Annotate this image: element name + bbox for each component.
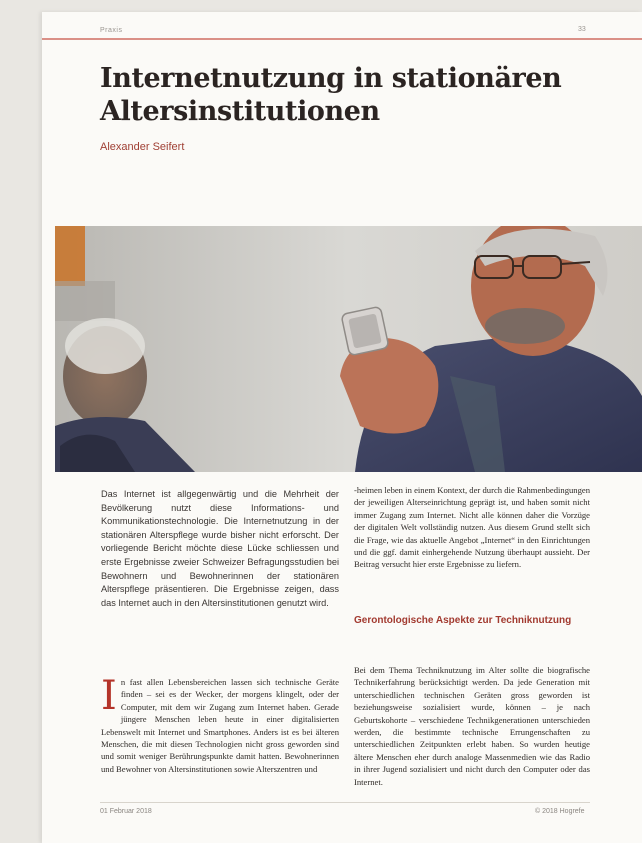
drop-cap: I (101, 673, 117, 719)
article-lead: Das Internet ist allgegenwärtig und die Mehrheit der Bevölkerung nutzt diese Informations- und Kommunikationstechnologie. Die Internetnutzung in der stationären Alterspflege wurde bisher nicht erforscht. Der vorliegende Bericht möchte diese Lücke schliessen und erste Ergebnisse zweier Schweizer Befragungsstudien bei Bewohnern und Bewohnerinnen der stationären Alterspflege präsentieren. Die Ergebnisse zeigen, dass das Internet auch in den Altersinstitutionen genutzt wird. (101, 489, 339, 608)
footer-issue: 01 Februar 2018 (100, 808, 152, 815)
body-paragraph-technik: Bei dem Thema Techniknutzung im Alter sollte die biografische Technikerfahrung berücksichtigt werden. Da jede Generation mit unterschiedlichen technischen Geräten gross geworden ist beziehungsweise sozialisiert wurde, können – je nach Geburtskohorte – verschiedene Technikgenerationen unterschieden werden, die bestimmte technische Errungenschaften zu unterschiedlichen Zeitpunkten erlebt haben. So wurden heutige ältere Menschen eher durch analoge Massenmedien wie das Radio in ihrer Jugend sozialisiert und nicht durch den Computer oder das Internet. (354, 665, 590, 787)
body-column-right-top (354, 484, 590, 571)
section-subheading: Gerontologische Aspekte zur Techniknutzung (354, 615, 572, 626)
footer-publisher: © 2018 Hogrefe (535, 808, 585, 815)
footer-rule (100, 802, 590, 803)
section-label: Praxis (100, 27, 123, 34)
page-number: 33 (578, 26, 586, 33)
article-author: Alexander Seifert (100, 141, 185, 153)
body-paragraph-intro: n fast allen Lebensbereichen lassen sich technische Geräte finden – sei es der Wecker, der morgens klingelt, oder der Computer, mit dem wir Zugang zum Internet haben. Gerade jüngere Menschen leben heute in einer digitalisierten Lebenswelt mit Internet und Smartphones. Anders ist es bei älteren Menschen, die mit diesen Technologien nicht gross geworden sind und somit weniger Berührungspunkte damit hatten. Bewohnerinnen und Bewohner von Altersinstitutionen sowie Alterszentren und (101, 677, 339, 774)
body-column-left (101, 673, 339, 775)
body-column-right-bottom (354, 664, 590, 788)
body-paragraph-context: -heimen leben in einem Kontext, der durch die Rahmenbedingungen der jeweiligen Alterseinrichtung geprägt ist, und haben somit nicht immer Zugang zum Internet. Nicht alle können daher die Vorzüge der digitalen Welt vollständig nutzen. Aus diesem Grund stellt sich die Frage, wie das aktuelle Angebot „Internet“ in den Einrichtungen und die ggf. damit einhergehende Nutzung überhaupt aussieht. Der Beitrag versucht hier erste Ergebnisse zu liefern. (354, 485, 590, 570)
article-photo (55, 226, 642, 472)
photo-illustration (55, 226, 642, 472)
header-rule (42, 38, 642, 40)
article-title: Internetnutzung in stationären Altersinstitutionen (100, 63, 562, 127)
